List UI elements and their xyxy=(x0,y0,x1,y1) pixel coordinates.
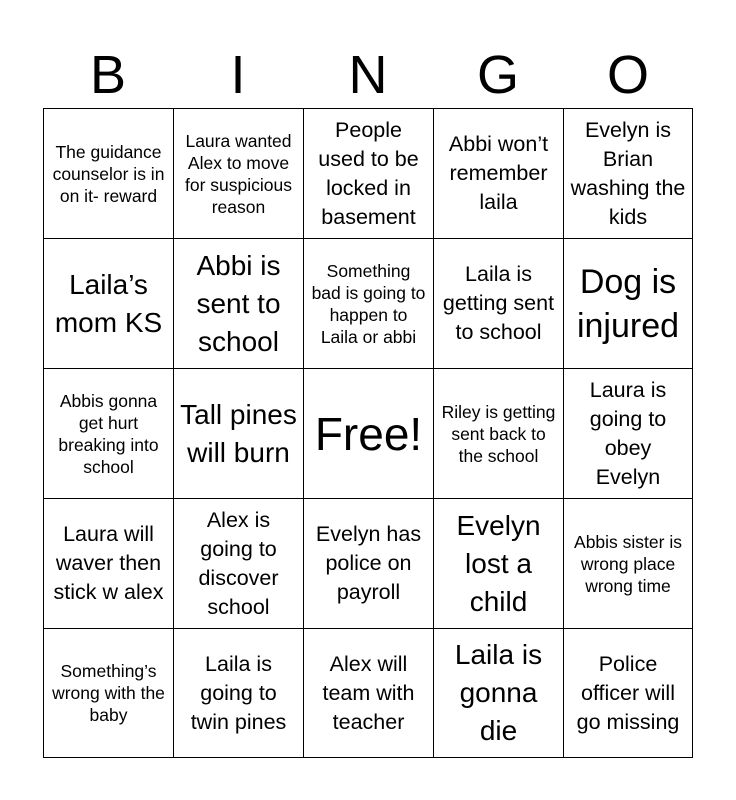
header-letter-n: N xyxy=(348,45,388,105)
bingo-cell[interactable] xyxy=(44,109,174,239)
bingo-header xyxy=(43,42,693,108)
free-space-text: Free! xyxy=(314,407,423,460)
bingo-cell[interactable] xyxy=(174,239,304,369)
bingo-cell[interactable] xyxy=(174,369,304,499)
header-letter-o: O xyxy=(606,45,649,105)
header-letter-i: I xyxy=(230,45,246,105)
bingo-cell[interactable] xyxy=(174,499,304,629)
header-letter-g: G xyxy=(476,45,519,105)
bingo-cell[interactable] xyxy=(44,369,174,499)
bingo-cell[interactable] xyxy=(304,239,434,369)
cell-text: Dog is injured xyxy=(576,262,680,345)
cell-text: Police officer will go missing xyxy=(576,651,680,734)
bingo-cell[interactable] xyxy=(44,239,174,369)
cell-text: The guidance counselor is in on it- reward xyxy=(52,141,165,206)
cell-text: Alex will team with teacher xyxy=(322,651,415,734)
cell-text: People used to be locked in basement xyxy=(318,117,419,229)
header-letter-b: B xyxy=(89,45,127,105)
cell-text: Laura wanted Alex to move for suspicious reason xyxy=(185,130,292,217)
bingo-cell[interactable] xyxy=(564,369,692,499)
cell-text: Evelyn lost a child xyxy=(456,509,541,617)
bingo-grid xyxy=(43,108,693,758)
cell-text: Tall pines will burn xyxy=(180,398,297,468)
cell-text: Laura will waver then stick w alex xyxy=(53,522,164,604)
bingo-cell[interactable] xyxy=(564,499,692,629)
bingo-cell[interactable] xyxy=(434,629,564,757)
cell-text: Alex is going to discover school xyxy=(198,507,279,619)
bingo-cell[interactable] xyxy=(304,499,434,629)
bingo-cell[interactable] xyxy=(434,239,564,369)
cell-text: Laila is gonna die xyxy=(454,639,543,746)
free-space[interactable] xyxy=(304,369,434,499)
bingo-cell[interactable] xyxy=(44,629,174,757)
bingo-cell[interactable] xyxy=(564,109,692,239)
cell-text: Laila’s mom KS xyxy=(54,268,163,338)
cell-text: Evelyn is Brian washing the kids xyxy=(570,117,686,229)
cell-text: Something’s wrong with the baby xyxy=(52,661,165,725)
bingo-cell[interactable] xyxy=(174,629,304,757)
bingo-cell[interactable] xyxy=(304,629,434,757)
bingo-cell[interactable] xyxy=(174,109,304,239)
bingo-cell[interactable] xyxy=(434,499,564,629)
bingo-cell[interactable] xyxy=(304,109,434,239)
cell-text: Laura is going to obey Evelyn xyxy=(589,377,667,489)
bingo-cell[interactable] xyxy=(434,109,564,239)
bingo-cell[interactable] xyxy=(564,239,692,369)
cell-text: Riley is getting sent back to the school xyxy=(441,401,556,466)
cell-text: Something bad is going to happen to Laila or abbi xyxy=(311,260,426,347)
cell-text: Abbis sister is wrong place wrong time xyxy=(574,531,682,596)
cell-text: Evelyn has police on payroll xyxy=(315,522,422,604)
bingo-cell[interactable] xyxy=(44,499,174,629)
bingo-cell[interactable] xyxy=(564,629,692,757)
cell-text: Abbis gonna get hurt breaking into school xyxy=(58,390,159,477)
cell-text: Abbi is sent to school xyxy=(196,249,281,357)
cell-text: Abbi won’t remember laila xyxy=(448,132,549,214)
cell-text: Laila is getting sent to school xyxy=(442,262,555,344)
cell-text: Laila is going to twin pines xyxy=(190,651,287,734)
bingo-cell[interactable] xyxy=(434,369,564,499)
